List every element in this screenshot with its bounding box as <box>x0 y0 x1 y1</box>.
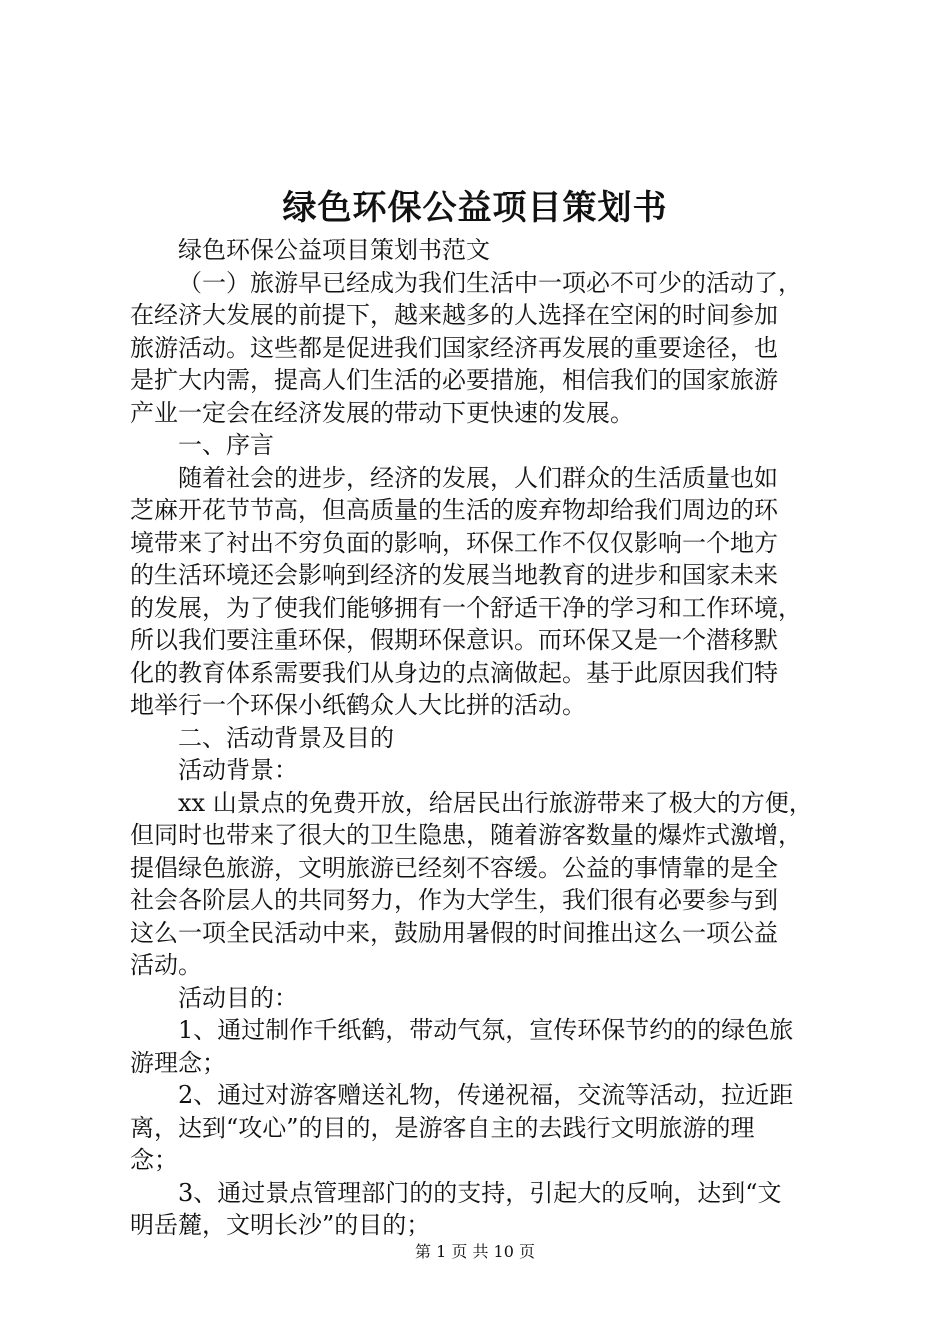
text-line: 化的教育体系需要我们从身边的点滴做起。基于此原因我们特 <box>130 658 778 687</box>
text-line: 这么一项全民活动中来，鼓励用暑假的时间推出这么一项公益 <box>130 918 778 947</box>
text-line: 二、活动背景及目的 <box>178 723 394 752</box>
document-body <box>130 234 830 1242</box>
text-line: 活动。 <box>130 951 202 979</box>
text-line: 的发展，为了使我们能够拥有一个舒适干净的学习和工作环境， <box>130 593 802 622</box>
text-line: 活动目的： <box>178 983 298 1012</box>
document-title: 绿色环保公益项目策划书 <box>282 188 668 228</box>
text-line: 在经济大发展的前提下，越来越多的人选择在空闲的时间参加 <box>130 301 778 329</box>
text-line: （一）旅游早已经成为我们生活中一项必不可少的活动了， <box>178 268 802 297</box>
text-line: 地举行一个环保小纸鹤众人大比拼的活动。 <box>130 691 586 719</box>
text-line: 但同时也带来了很大的卫生隐患，随着游客数量的爆炸式激增， <box>130 821 802 849</box>
text-line: 念； <box>130 1146 178 1174</box>
text-line: 2、通过对游客赠送礼物，传递祝福，交流等活动，拉近距 <box>178 1081 794 1109</box>
text-line: 明岳麓，文明长沙”的目的； <box>130 1211 431 1239</box>
text-line: 一、序言 <box>178 431 274 459</box>
page-footer: 第 1 页 共 10 页 <box>415 1242 535 1261</box>
text-line: 活动背景： <box>178 756 298 784</box>
text-line: 3、通过景点管理部门的的支持，引起大的反响，达到“文 <box>178 1178 782 1207</box>
text-line: 1、通过制作千纸鹤，带动气氛，宣传环保节约的的绿色旅 <box>178 1016 794 1044</box>
text-line: 所以我们要注重环保，假期环保意识。而环保又是一个潜移默 <box>130 626 778 654</box>
text-line: 游理念； <box>130 1048 226 1077</box>
text-line: 境带来了衬出不穷负面的影响，环保工作不仅仅影响一个地方 <box>130 528 778 557</box>
text-line: 提倡绿色旅游，文明旅游已经刻不容缓。公益的事情靠的是全 <box>130 853 778 882</box>
text-line: 离，达到“攻心”的目的，是游客自主的去践行文明旅游的理 <box>130 1113 755 1142</box>
text-line: 芝麻开花节节高，但高质量的生活的废弃物却给我们周边的环 <box>130 496 778 524</box>
text-line: xx 山景点的免费开放，给居民出行旅游带来了极大的方便， <box>178 788 813 817</box>
text-line: 产业一定会在经济发展的带动下更快速的发展。 <box>130 398 634 427</box>
text-line: 随着社会的进步，经济的发展，人们群众的生活质量也如 <box>178 463 778 492</box>
text-line: 社会各阶层人的共同努力，作为大学生，我们很有必要参与到 <box>130 886 778 914</box>
text-line: 绿色环保公益项目策划书范文 <box>178 236 490 264</box>
text-line: 是扩大内需，提高人们生活的必要措施，相信我们的国家旅游 <box>130 366 778 394</box>
text-line: 旅游活动。这些都是促进我们国家经济再发展的重要途径，也 <box>130 333 778 362</box>
text-line: 的生活环境还会影响到经济的发展当地教育的进步和国家未来 <box>130 561 778 589</box>
